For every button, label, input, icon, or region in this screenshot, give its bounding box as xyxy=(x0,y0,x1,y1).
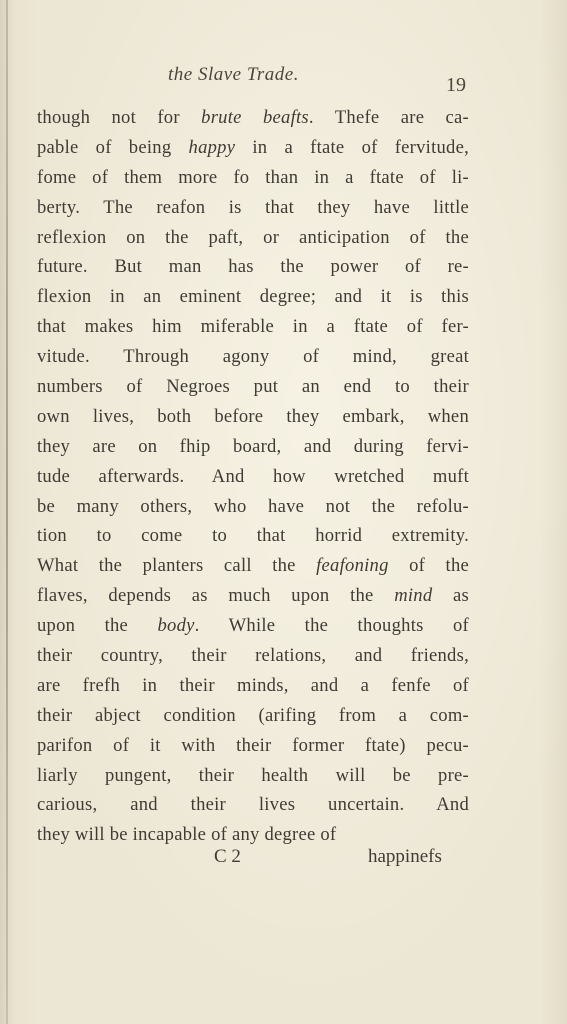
text-run: carious, and their lives uncertain. And xyxy=(37,794,469,816)
text-line xyxy=(37,312,469,342)
text-run: flaves, depends as much upon the xyxy=(37,585,395,607)
text-run: future. But man has the power of re- xyxy=(37,256,469,278)
text-line xyxy=(37,731,469,761)
text-run: they are on fhip board, and during fervi- xyxy=(37,435,469,457)
text-run: fome of them more fo than in a ftate of li- xyxy=(37,166,469,188)
text-line xyxy=(37,611,469,641)
text-line xyxy=(37,223,469,253)
text-run: are frefh in their minds, and a fenfe of xyxy=(37,674,469,696)
text-run: tude afterwards. And how wretched muft xyxy=(37,465,469,487)
text-line xyxy=(37,551,469,581)
text-run: own lives, both before they embark, when xyxy=(37,405,469,427)
text-line xyxy=(37,103,469,133)
text-run: numbers of Negroes put an end to their xyxy=(37,376,469,398)
text-line xyxy=(37,462,469,492)
italic-text: feafoning xyxy=(316,555,389,577)
text-run: their abject condition (arifing from a com- xyxy=(37,704,469,726)
text-line xyxy=(37,701,469,731)
text-line xyxy=(37,163,469,193)
page-gutter-edge xyxy=(6,0,8,1024)
body-text xyxy=(37,103,469,850)
catchword: happinefs xyxy=(368,846,442,867)
text-line xyxy=(37,761,469,791)
text-run: of the xyxy=(388,555,469,577)
signature-mark: C 2 xyxy=(214,846,241,867)
text-line xyxy=(37,521,469,551)
text-line xyxy=(37,671,469,701)
text-run: be many others, who have not the refolu- xyxy=(37,495,469,517)
text-run: that makes him miferable in a ftate of fer- xyxy=(37,316,469,338)
text-run: parifon of it with their former ftate) pecu- xyxy=(37,734,469,756)
text-run: reflexion on the paft, or anticipation of the xyxy=(37,226,469,248)
italic-text: body xyxy=(157,615,195,637)
text-line xyxy=(37,193,469,223)
text-run: berty. The reafon is that they have little xyxy=(37,196,469,218)
text-run: as xyxy=(432,585,469,607)
text-run: though not for xyxy=(37,107,202,128)
running-head: the Slave Trade. xyxy=(168,64,299,85)
text-line xyxy=(37,432,469,462)
text-run: flexion in an eminent degree; and it is this xyxy=(37,286,469,308)
italic-text: happy xyxy=(188,136,236,158)
text-run: . Thefe are ca- xyxy=(308,107,470,128)
text-line xyxy=(37,252,469,282)
text-line xyxy=(37,402,469,432)
italic-text: mind xyxy=(394,585,433,607)
text-line xyxy=(37,581,469,611)
text-run: they will be incapable of any degree of xyxy=(37,824,337,846)
text-line xyxy=(37,342,469,372)
text-run: in a ftate of fervitude, xyxy=(235,136,469,158)
text-run: pable of being xyxy=(37,136,189,158)
text-run: their country, their relations, and friends, xyxy=(37,645,469,667)
text-run: . While the thoughts of xyxy=(194,615,469,637)
text-run: upon the xyxy=(37,615,158,637)
text-run: tion to come to that horrid extremity. xyxy=(37,525,469,547)
text-run: vitude. Through agony of mind, great xyxy=(37,346,469,368)
text-run: What the planters call the xyxy=(37,555,317,577)
text-line xyxy=(37,790,469,820)
page-number: 19 xyxy=(446,74,466,96)
text-line xyxy=(37,641,469,671)
text-line xyxy=(37,282,469,312)
text-line xyxy=(37,492,469,522)
italic-text: brute beafts xyxy=(201,107,309,128)
text-line xyxy=(37,372,469,402)
text-run: liarly pungent, their health will be pre- xyxy=(37,764,469,786)
text-line xyxy=(37,133,469,163)
